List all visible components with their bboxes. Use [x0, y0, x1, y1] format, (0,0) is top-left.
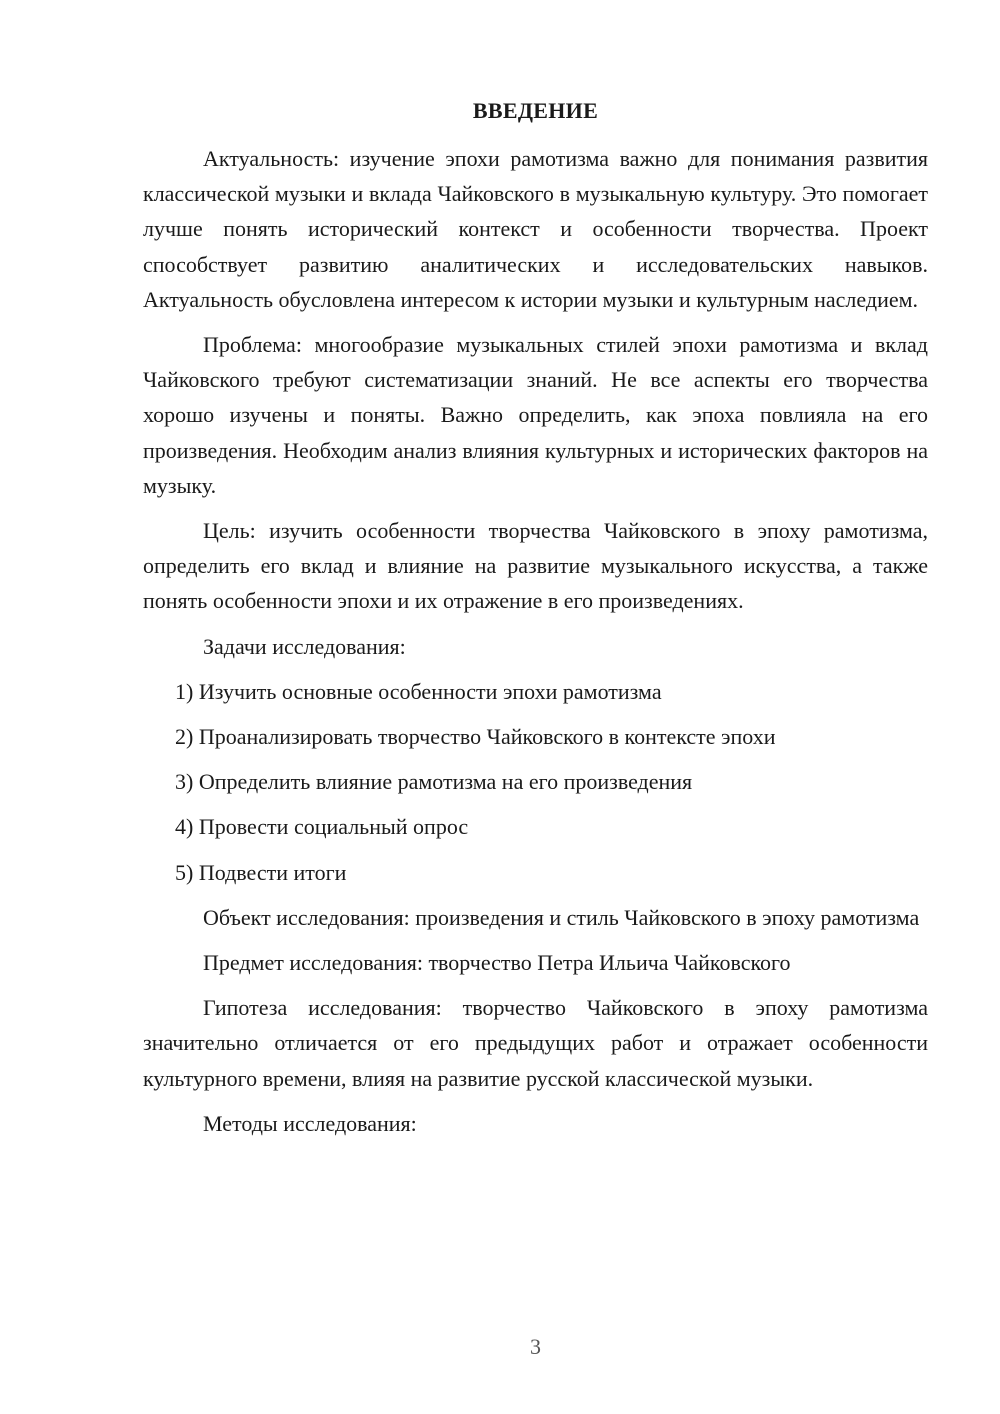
goal-paragraph: Цель: изучить особенности творчества Чайковского в эпоху рамотизма, определить его вклад и влияние на развитие музыкального искусства, а также понять особенности эпохи и их отражение в его произведениях.: [143, 518, 928, 614]
relevance-paragraph: Актуальность: изучение эпохи рамотизма важно для понимания развития классической музыки и вклада Чайковского в музыкальную культуру. Это помогает лучше понять исторический контекст и особенности творчества. Проект способствует развитию аналитических и исследовательских навыков. Актуальность обусловлена интересом к истории музыки и культурным наследием.: [143, 146, 928, 312]
hypothesis-paragraph: Гипотеза исследования: творчество Чайковского в эпоху рамотизма значительно отличается от его предыдущих работ и отражает особенности культурного времени, влияя на развитие русской классической музыки.: [143, 995, 928, 1091]
tasks-heading: Задачи исследования:: [203, 633, 406, 659]
list-item: 3) Определить влияние рамотизма на его произведения: [175, 769, 693, 795]
list-item: 1) Изучить основные особенности эпохи рамотизма: [175, 678, 662, 704]
subject-paragraph: Предмет исследования: творчество Петра Ильича Чайковского: [203, 950, 791, 976]
document-body: [143, 141, 928, 1151]
methods-heading: Методы исследования:: [203, 1110, 417, 1136]
problem-paragraph: Проблема: многообразие музыкальных стилей эпохи рамотизма и вклад Чайковского требуют систематизации знаний. Не все аспекты его творчества хорошо изучены и поняты. Важно определить, как эпоха повлияла на его произведения. Необходим анализ влияния культурных и исторических факторов на музыку.: [143, 332, 928, 498]
page-number: 3: [530, 1334, 541, 1359]
page-title: ВВЕДЕНИЕ: [472, 98, 599, 123]
tasks-list: [143, 674, 928, 890]
list-item: 4) Провести социальный опрос: [175, 814, 469, 840]
list-item: 2) Проанализировать творчество Чайковского в контексте эпохи: [175, 724, 776, 750]
list-item: 5) Подвести итоги: [175, 859, 347, 885]
object-paragraph: Объект исследования: произведения и стиль Чайковского в эпоху рамотизма: [203, 904, 920, 930]
document-page: [143, 0, 928, 1414]
